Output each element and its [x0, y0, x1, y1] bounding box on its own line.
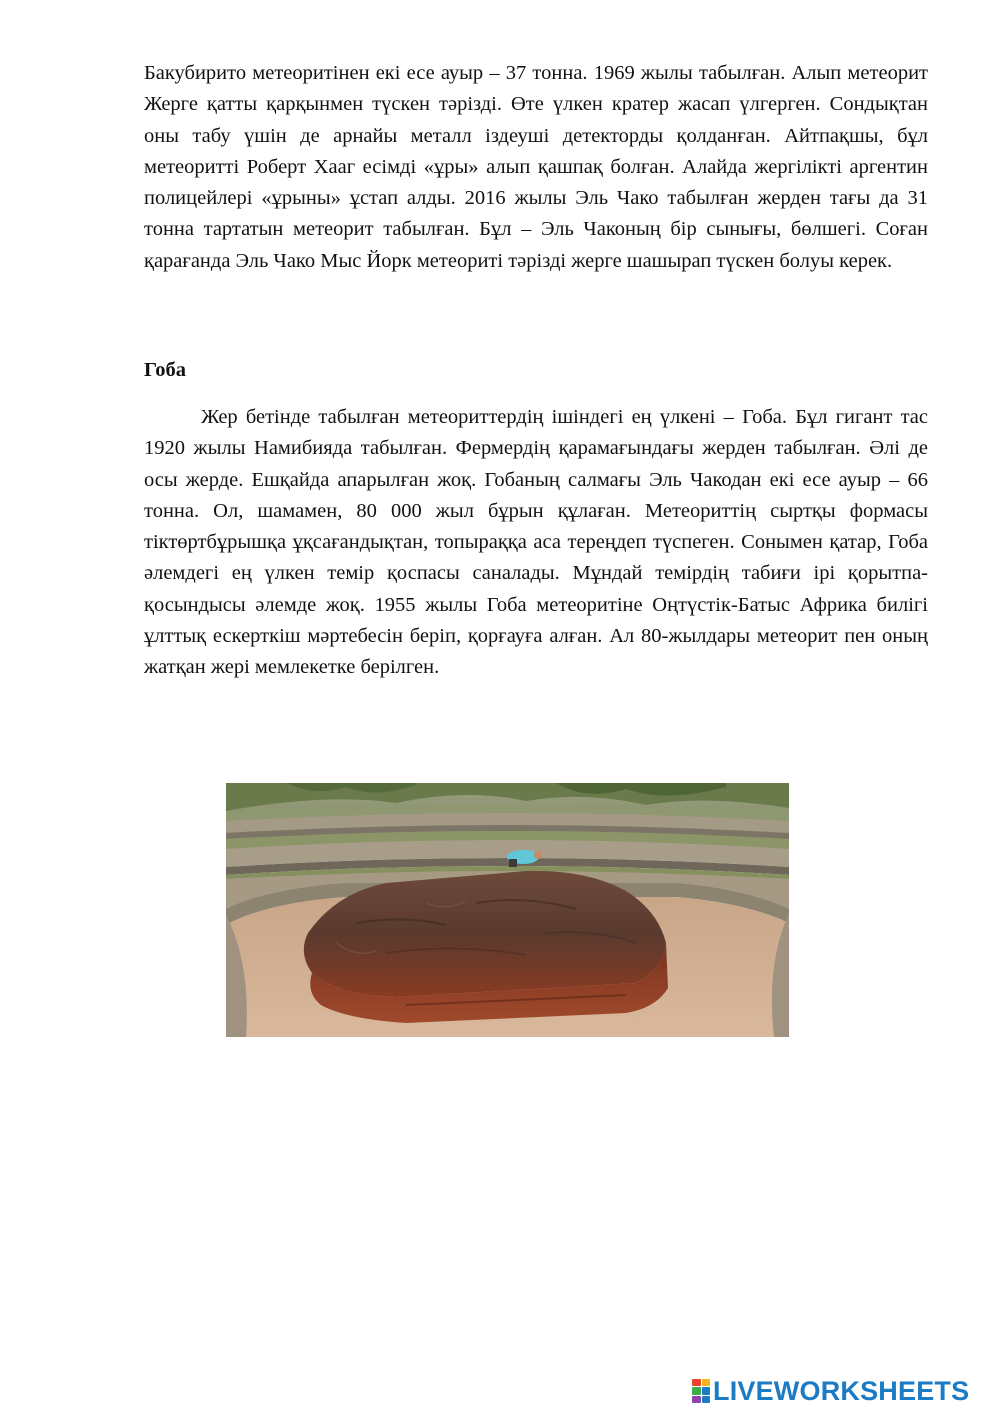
hoba-meteorite-image-icon — [226, 783, 789, 1037]
paragraph-hoba: Жер бетінде табылған метеориттердің ішіндегі ең үлкені – Гоба. Бұл гигант тас 1920 жылы Намибияда табылған. Фермердің қарамағындағы жерден табылған. Әлі де осы жерде. Ешқайда апарылған жоқ. Гобаның салмағы Эль Чакодан екі есе ауыр – 66 тонна. Ол, шамамен, 80 000 жыл бұрын құлаған. Метеориттің сыртқы формасы тіктөртбұрышқа ұқсағандықтан, топыраққа аса тереңдеп түспеген. Сонымен қатар, Гоба әлемдегі ең үлкен темір қоспасы саналады. Мұндай темірдің табиғи ірі қорытпа-қосындысы әлемде жоқ. 1955 жылы Гоба метеоритіне Оңтүстік-Батыс Африка билігі ұлттық ескерткіш мәртебесін беріп, қорғауға алған. Ал 80-жылдары метеорит пен оның жатқан жері мемлекетке берілген. — [144, 406, 928, 679]
logo-square — [702, 1387, 711, 1394]
logo-square — [702, 1379, 711, 1386]
logo-square — [692, 1396, 701, 1403]
logo-square — [702, 1396, 711, 1403]
liveworksheets-logo-icon — [692, 1379, 710, 1403]
liveworksheets-logo-text: LIVEWORKSHEETS — [713, 1376, 970, 1406]
paragraph-el-chaco: Бакубирито метеоритінен екі есе ауыр – 37 тонна. 1969 жылы табылған. Алып метеорит Жерге қатты қарқынмен түскен тәрізді. Өте үлкен кратер жасап үлгерген. Сондықтан оны табу үшін де арнайы металл іздеуші детекторды қолданған. Айтпақшы, бұл метеоритті Роберт Хааг есімді «ұры» алып қашпақ болған. Алайда жергілікті аргентин полицейлері «ұрыны» ұстап алды. 2016 жылы Эль Чако табылған жерден тағы да 31 тонна тартатын метеорит табылған. Бұл – Эль Чаконың бір сынығы, бөлшегі. Соған қарағанда Эль Чако Мыс Йорк метеориті тәрізді жерге шашырап түскен болуы керек. — [144, 62, 928, 272]
hoba-meteorite-photo — [226, 783, 789, 1037]
section-heading-hoba: Гоба — [144, 359, 186, 381]
liveworksheets-logo — [692, 1374, 969, 1408]
logo-square — [692, 1379, 701, 1386]
logo-square — [692, 1387, 701, 1394]
